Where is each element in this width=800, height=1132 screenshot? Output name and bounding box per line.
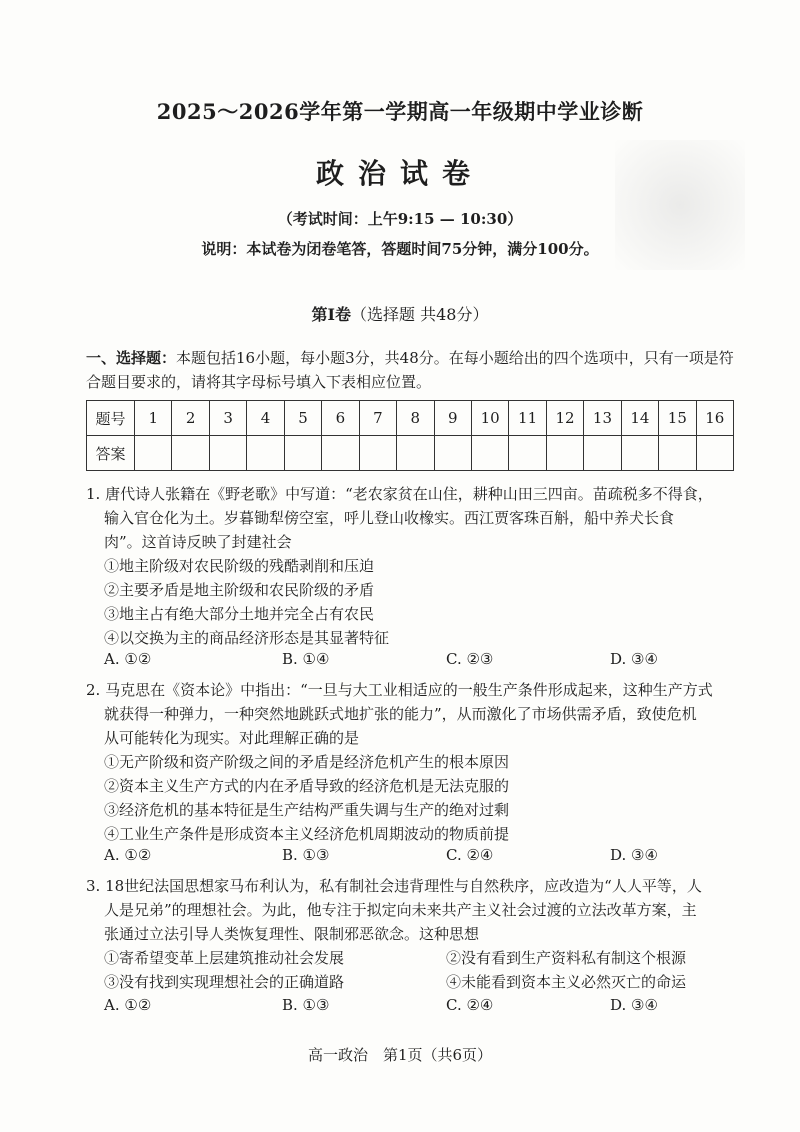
answer-table-number: 7	[359, 401, 396, 436]
answer-table-answer-row	[87, 436, 734, 471]
question-item: ②主要矛盾是地主阶级和农民阶级的矛盾	[104, 581, 375, 599]
question-stem-line: 3. 18世纪法国思想家马布利认为，私有制社会违背理性与自然秩序，应改造为“人人平等，人	[86, 877, 702, 895]
instructions-heading: 一、选择题：	[86, 349, 177, 367]
answer-table-number: 9	[434, 401, 471, 436]
question-stem-line: 2. 马克思在《资本论》中指出：“一旦与大工业相适应的一般生产条件形成起来，这种生产方式	[86, 681, 713, 699]
question-item: ③没有找到实现理想社会的正确道路	[104, 973, 345, 991]
answer-table-number: 11	[509, 401, 546, 436]
page-footer: 高一政治 第1页（共6页）	[307, 1046, 493, 1064]
answer-cell	[172, 436, 209, 471]
question-2	[86, 678, 713, 846]
answer-table	[86, 400, 734, 471]
answer-table-number: 15	[659, 401, 696, 436]
answer-table-number: 1	[135, 401, 172, 436]
choice-d: D. ③④	[610, 846, 658, 864]
question-item: ④未能看到资本主义必然灭亡的命运	[446, 973, 687, 991]
exam-title: 2025～2026学年第一学期高一年级期中学业诊断	[156, 99, 644, 124]
answer-cell	[546, 436, 583, 471]
answer-table-number: 3	[209, 401, 246, 436]
choice-b: B. ①③	[282, 996, 330, 1014]
answer-table-number: 10	[471, 401, 508, 436]
answer-table-number: 5	[284, 401, 321, 436]
question-item: ①寄希望变革上层建筑推动社会发展	[104, 949, 345, 967]
choice-d: D. ③④	[610, 996, 658, 1014]
answer-cell	[247, 436, 284, 471]
answer-table-number: 8	[397, 401, 434, 436]
instructions	[86, 346, 736, 394]
question-stem-line: 1. 唐代诗人张籍在《野老歌》中写道：“老农家贫在山住，耕种山田三四亩。苗疏税多不得食，	[86, 485, 713, 503]
question-item: ②资本主义生产方式的内在矛盾导致的经济危机是无法克服的	[104, 777, 510, 795]
choice-a: A. ①②	[104, 846, 152, 864]
answer-cell	[659, 436, 696, 471]
answer-table-number: 16	[696, 401, 733, 436]
question-item: ④以交换为主的商品经济形态是其显著特征	[104, 629, 390, 647]
choice-b: B. ①④	[282, 650, 330, 668]
section-detail: （选择题 共48分）	[351, 305, 489, 324]
question-1	[86, 482, 713, 650]
answer-table-number: 12	[546, 401, 583, 436]
answer-cell	[584, 436, 621, 471]
choice-a: A. ①②	[104, 650, 152, 668]
answer-cell	[621, 436, 658, 471]
answer-table-number: 2	[172, 401, 209, 436]
choice-a: A. ①②	[104, 996, 152, 1014]
answer-table-number-row	[87, 401, 734, 436]
choice-b: B. ①③	[282, 846, 330, 864]
answer-table-row-label: 答案	[87, 436, 135, 471]
answer-cell	[434, 436, 471, 471]
answer-cell	[696, 436, 733, 471]
answer-cell	[509, 436, 546, 471]
question-item: ①无产阶级和资产阶级之间的矛盾是经济危机产生的根本原因	[104, 753, 510, 771]
answer-cell	[397, 436, 434, 471]
answer-cell	[209, 436, 246, 471]
answer-table-number: 14	[621, 401, 658, 436]
section-label: 第Ⅰ卷	[311, 305, 352, 324]
question-stem-line: 张通过立法引导人类恢复理性、限制邪恶欲念。这种思想	[104, 925, 480, 943]
question-stem-line: 人是兄弟”的理想社会。为此，他专注于拟定向未来共产主义社会过渡的立法改革方案，主	[104, 901, 697, 919]
choice-c: C. ②③	[446, 650, 494, 668]
question-stem-line: 就获得一种弹力，一种突然地跳跃式地扩张的能力”，从而激化了市场供需矛盾，致使危机	[104, 705, 697, 723]
question-item: ③地主占有绝大部分土地并完全占有农民	[104, 605, 375, 623]
exam-subject: 政治试卷	[315, 157, 484, 190]
choice-c: C. ②④	[446, 996, 494, 1014]
question-stem-line: 输入官仓化为土。岁暮锄犁傍空室，呼儿登山收橡实。西江贾客珠百斛，船中养犬长食	[104, 509, 675, 527]
answer-table-row-label: 题号	[87, 401, 135, 436]
answer-cell	[359, 436, 396, 471]
answer-table-number: 6	[322, 401, 359, 436]
question-item: ①地主阶级对农民阶级的残酷剥削和压迫	[104, 557, 375, 575]
question-item: ③经济危机的基本特征是生产结构严重失调与生产的绝对过剩	[104, 801, 510, 819]
choice-d: D. ③④	[610, 650, 658, 668]
question-stem-line: 从可能转化为现实。对此理解正确的是	[104, 729, 360, 747]
choice-c: C. ②④	[446, 846, 494, 864]
exam-note: 说明：本试卷为闭卷笔答，答题时间75分钟，满分100分。	[201, 240, 599, 258]
question-item: ②没有看到生产资料私有制这个根源	[446, 949, 687, 967]
question-item: ④工业生产条件是形成资本主义经济危机周期波动的物质前提	[104, 825, 510, 843]
answer-table-number: 4	[247, 401, 284, 436]
exam-time: （考试时间：上午9:15 — 10:30）	[277, 210, 523, 228]
instructions-text: 本题包括16小题，每小题3分，共48分。在每小题给出的四个选项中，只有一项是符合题目要求的，请将其字母标号填入下表相应位置。	[86, 349, 734, 391]
answer-cell	[322, 436, 359, 471]
section-heading	[0, 302, 800, 325]
answer-cell	[284, 436, 321, 471]
answer-table-number: 13	[584, 401, 621, 436]
question-stem-line: 肉”。这首诗反映了封建社会	[104, 533, 292, 551]
answer-cell	[135, 436, 172, 471]
question-3	[86, 874, 702, 946]
answer-cell	[471, 436, 508, 471]
